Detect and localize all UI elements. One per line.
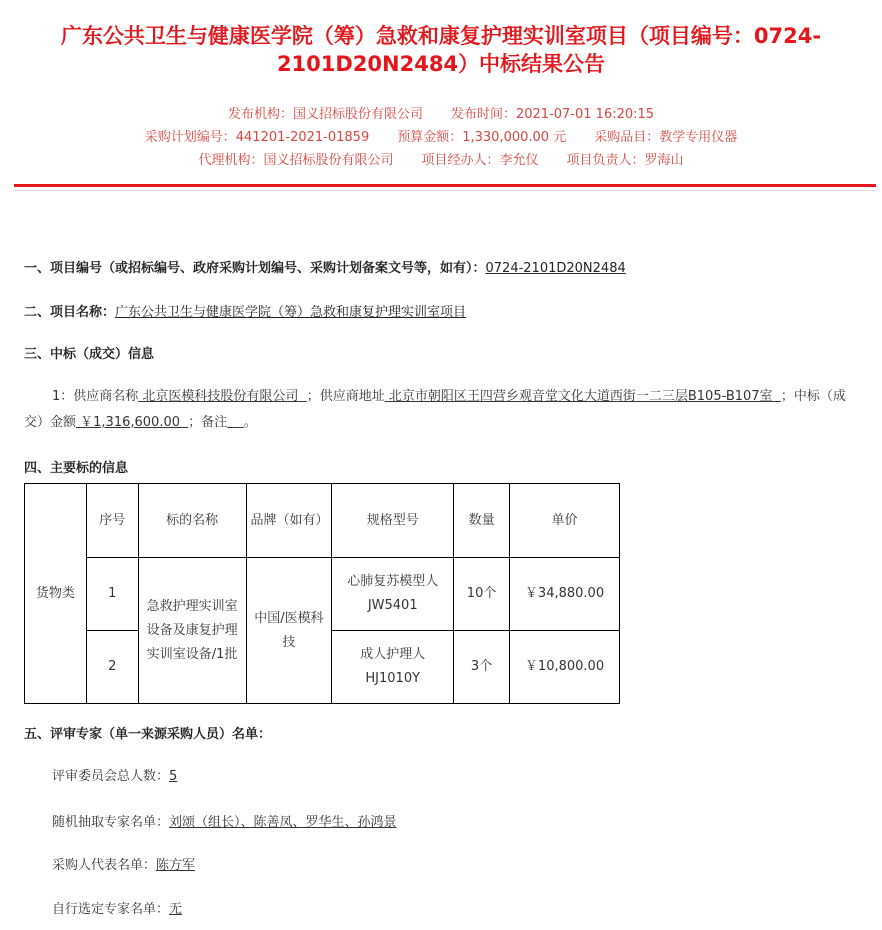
budget-label: 预算金额： — [397, 130, 463, 145]
publish-time-value: 2021-07-01 16:20:15 — [515, 107, 655, 122]
header-brand: 品牌（如有） — [246, 484, 332, 558]
row-price: ￥34,880.00 — [510, 558, 620, 631]
experts-total-line — [52, 768, 177, 786]
section-items-heading — [24, 460, 128, 478]
buyer-rep-line — [52, 857, 195, 875]
section-project-number-label: 一、项目编号（或招标编号、政府采购计划编号、采购计划备案文号等，如有）： — [24, 261, 486, 276]
remark-prefix: ；备注 — [188, 415, 228, 430]
header-spec: 规格型号 — [332, 484, 454, 558]
experts-total-label: 评审委员会总人数： — [52, 769, 170, 784]
buyer-rep-value: 陈方军 — [156, 858, 196, 873]
header-item-name: 标的名称 — [138, 484, 246, 558]
award-info-paragraph — [24, 384, 864, 436]
address-prefix: ；供应商地址 — [306, 389, 385, 404]
row-no: 2 — [86, 631, 138, 704]
remark-value — [227, 415, 244, 430]
brand-cell: 中国/医模科技 — [246, 558, 332, 704]
row-no: 1 — [86, 558, 138, 631]
category-cell: 货物类 — [25, 484, 87, 704]
experts-total-value: 5 — [169, 769, 178, 784]
buyer-rep-label: 采购人代表名单： — [52, 858, 157, 873]
category-value: 教学专用仪器 — [659, 130, 738, 145]
notice-title-line2: 2101D20N2484）中标结果公告 — [276, 52, 606, 76]
supplier-prefix: 1：供应商名称 — [52, 389, 139, 404]
header-qty: 数量 — [454, 484, 510, 558]
section-project-name-label: 二、项目名称： — [24, 305, 116, 320]
row-qty: 10个 — [454, 558, 510, 631]
manager-label: 项目负责人： — [566, 153, 645, 168]
agency-value: 国义招标股份有限公司 — [263, 153, 394, 168]
table-row — [25, 558, 620, 631]
experts-random-value: 刘颂（组长）、陈善凤、罗华生、孙鸿景 — [169, 815, 397, 830]
category-label: 采购品目： — [594, 130, 660, 145]
meta-row-agency — [0, 152, 882, 170]
award-end: 。 — [243, 415, 257, 430]
handler-label: 项目经办人： — [421, 153, 500, 168]
header-divider-red — [14, 184, 876, 187]
section-project-number — [24, 260, 626, 278]
items-table-header — [25, 484, 620, 558]
budget-value: 1,330,000.00 元 — [462, 130, 567, 145]
plan-no-label: 采购计划编号： — [144, 130, 236, 145]
experts-random-label: 随机抽取专家名单： — [52, 815, 170, 830]
project-name-value: 广东公共卫生与健康医学院（筹）急救和康复护理实训室项目 — [115, 305, 467, 320]
award-amount: ￥1,316,600.00 — [80, 415, 180, 430]
section-project-name — [24, 304, 466, 322]
agency-label: 代理机构： — [198, 153, 264, 168]
section-experts-label: 五、评审专家（单一来源采购人员）名单： — [24, 727, 272, 742]
meta-row-budget — [0, 129, 882, 147]
section-award-label: 三、中标（成交）信息 — [24, 347, 155, 362]
supplier-name: 北京医模科技股份有限公司 — [142, 389, 299, 404]
item-name-cell: 急救护理实训室设备及康复护理实训室设备/1批 — [138, 558, 246, 704]
experts-random-line — [52, 814, 397, 832]
row-spec: 成人护理人HJ1010Y — [332, 631, 454, 704]
header-divider-grey — [14, 190, 876, 191]
manager-value: 罗海山 — [644, 153, 684, 168]
items-table — [24, 483, 620, 704]
amount-prefix: ；中标（成交）金额 — [24, 389, 846, 430]
row-spec: 心肺复苏模型人JW5401 — [332, 558, 454, 631]
publish-time-label: 发布时间： — [450, 107, 516, 122]
section-experts-heading — [24, 726, 271, 744]
supplier-address: 北京市朝阳区王四营乡观音堂文化大道西街一二三层B105-B107室 — [388, 389, 773, 404]
handler-value: 李允仪 — [499, 153, 539, 168]
experts-self-label: 自行选定专家名单： — [52, 902, 170, 917]
notice-title — [40, 22, 842, 78]
header-no: 序号 — [86, 484, 138, 558]
publisher-label: 发布机构： — [227, 107, 293, 122]
experts-self-value: 无 — [169, 902, 183, 917]
row-price: ￥10,800.00 — [510, 631, 620, 704]
header-price: 单价 — [510, 484, 620, 558]
notice-title-line1: 广东公共卫生与健康医学院（筹）急救和康复护理实训室项目（项目编号：0724- — [60, 24, 822, 48]
meta-row-publish — [0, 106, 882, 124]
section-award-heading — [24, 346, 154, 364]
row-qty: 3个 — [454, 631, 510, 704]
experts-self-line — [52, 901, 182, 919]
plan-no-value: 441201-2021-01859 — [235, 130, 370, 145]
section-items-label: 四、主要标的信息 — [24, 461, 129, 476]
project-number-value: 0724-2101D20N2484 — [485, 261, 626, 276]
publisher-value: 国义招标股份有限公司 — [292, 107, 423, 122]
